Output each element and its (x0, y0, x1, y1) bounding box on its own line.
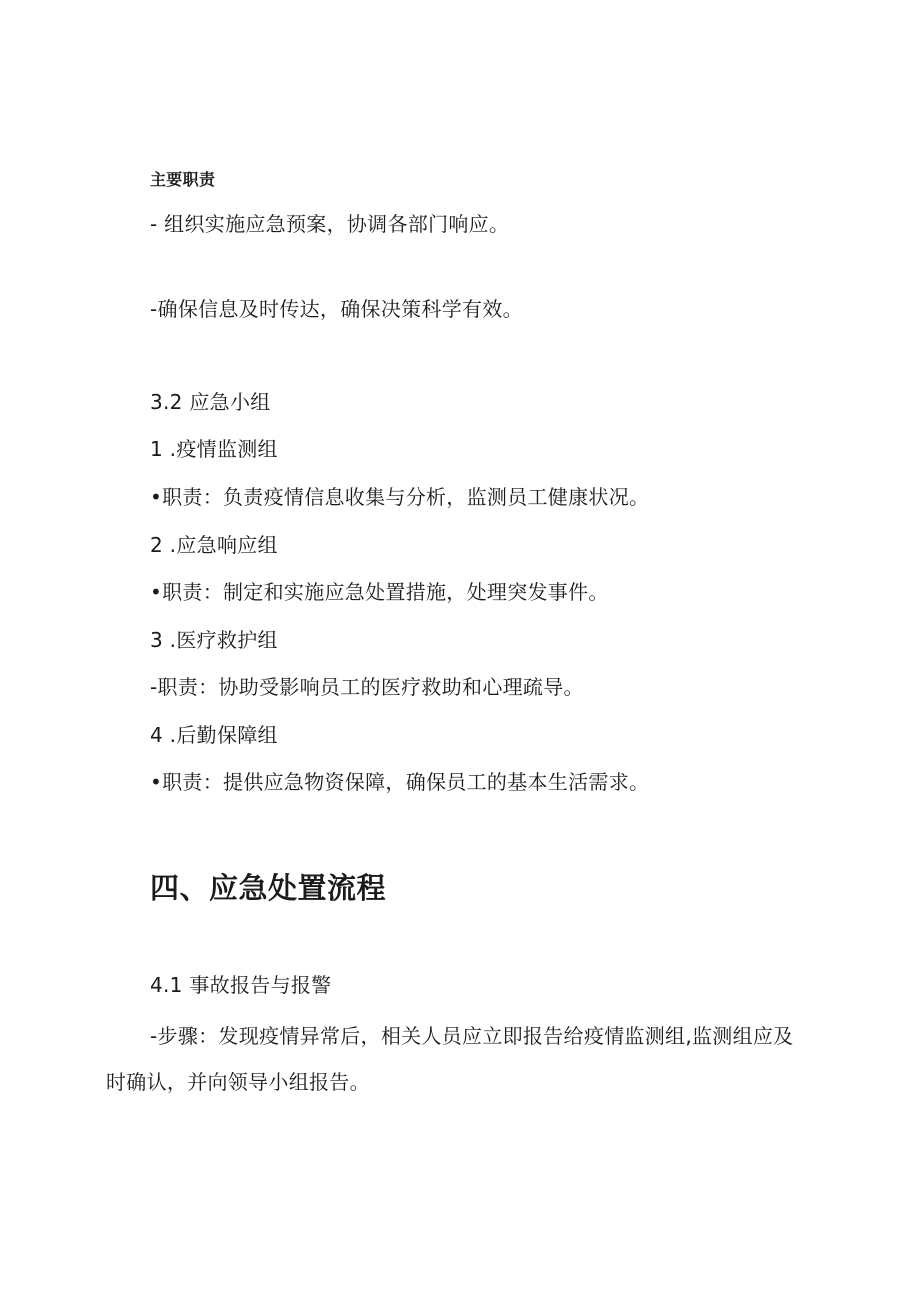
section-3-2-heading: 3.2 应急小组 (150, 390, 271, 414)
duty-item-1: - 组织实施应急预案，协调各部门响应。 (150, 212, 510, 236)
group-1-duty: •职责：负责疫情信息收集与分析，监测员工健康状况。 (150, 485, 650, 509)
group-2-title: 2 .应急响应组 (150, 533, 278, 557)
group-4-title: 4 .后勤保障组 (150, 723, 278, 747)
step-paragraph: -步骤：发现疫情异常后，相关人员应立即报告给疫情监测组,监测组应及时确认，并向领导小组报告。 (106, 1024, 794, 1094)
duty-item-2: -确保信息及时传达，确保决策科学有效。 (150, 297, 523, 321)
duties-heading: 主要职责 (150, 170, 216, 189)
group-4-duty: •职责：提供应急物资保障，确保员工的基本生活需求。 (150, 770, 650, 794)
section-4-heading: 四、应急处置流程 (150, 871, 387, 905)
section-4-1-heading: 4.1 事故报告与报警 (150, 973, 332, 997)
group-2-duty: •职责：制定和实施应急处置措施，处理突发事件。 (150, 580, 609, 604)
group-3-title: 3 .医疗救护组 (150, 628, 278, 652)
group-3-duty: -职责：协助受影响员工的医疗救助和心理疏导。 (150, 675, 584, 699)
group-1-title: 1 .疫情监测组 (150, 437, 278, 461)
